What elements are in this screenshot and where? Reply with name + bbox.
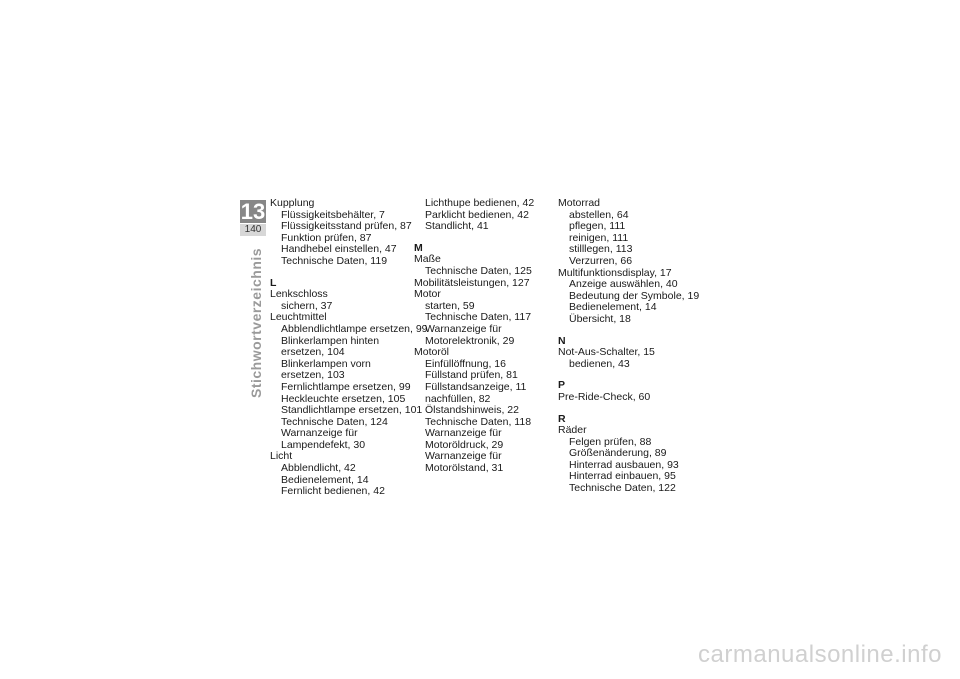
index-entry bbox=[558, 198, 698, 268]
index-subentry: abstellen, 64 bbox=[569, 208, 629, 221]
index-subentry: Funktion prüfen, 87 bbox=[281, 231, 372, 244]
letter-heading: R bbox=[558, 412, 566, 425]
index-entry bbox=[414, 254, 554, 277]
index-subentry: Lichthupe bedienen, 42 bbox=[425, 197, 535, 209]
index-subentry: bedienen, 43 bbox=[569, 357, 630, 370]
index-subentry: Größenänderung, 89 bbox=[569, 447, 667, 460]
index-entry-term: Multifunktionsdisplay, 17 bbox=[558, 266, 672, 279]
index-subentry: Bedeutung der Symbole, 19 bbox=[569, 289, 700, 302]
index-subentry: Lampendefekt, 30 bbox=[281, 438, 366, 451]
index-entry-term: Motoröl bbox=[414, 346, 450, 359]
index-subentry: Bedienelement, 14 bbox=[569, 301, 657, 314]
index-subentry: Motorölstand, 31 bbox=[425, 462, 504, 475]
index-column-2 bbox=[414, 198, 554, 475]
index-subentry: Abblendlicht, 42 bbox=[281, 462, 356, 475]
watermark: carmanualsonline.info bbox=[698, 641, 942, 668]
index-entry-term: Kupplung bbox=[270, 197, 315, 209]
index-entry bbox=[414, 347, 554, 475]
index-subentry: Bedienelement, 14 bbox=[281, 473, 369, 486]
index-subentry: Ölstandshinweis, 22 bbox=[425, 404, 519, 417]
letter-heading: L bbox=[270, 276, 277, 289]
index-column-3 bbox=[558, 198, 698, 495]
index-entry bbox=[558, 392, 698, 404]
index-subentry: Flüssigkeitsbehälter, 7 bbox=[281, 208, 385, 221]
letter-heading: P bbox=[558, 379, 566, 392]
index-subentry: Standlichtlampe ersetzen, 101 bbox=[281, 404, 423, 417]
index-subentry: Füllstandsanzeige, 11 bbox=[425, 380, 527, 393]
index-subentry: Übersicht, 18 bbox=[569, 312, 631, 325]
index-subentry: nachfüllen, 82 bbox=[425, 392, 491, 405]
index-subentry: Flüssigkeitsstand prüfen, 87 bbox=[281, 220, 412, 233]
index-subentry: Warnanzeige für bbox=[281, 427, 358, 440]
index-subentry: Füllstand prüfen, 81 bbox=[425, 369, 518, 382]
index-subentry: Warnanzeige für bbox=[425, 322, 502, 335]
index-subentry: Technische Daten, 118 bbox=[425, 415, 532, 428]
index-entry-term: Licht bbox=[270, 450, 293, 463]
index-subentry: Verzurren, 66 bbox=[569, 254, 633, 267]
page-number: 140 bbox=[240, 224, 266, 236]
index-entry-term: Motorrad bbox=[558, 197, 601, 209]
chapter-tab bbox=[240, 200, 266, 236]
index-subentry: Warnanzeige für bbox=[425, 427, 502, 440]
index-subentry: starten, 59 bbox=[425, 299, 475, 312]
index-subentry: Technische Daten, 122 bbox=[569, 482, 676, 495]
index-subentry: Fernlicht bedienen, 42 bbox=[281, 485, 385, 498]
index-subentry: Parklicht bedienen, 42 bbox=[425, 208, 529, 221]
index-subentry: ersetzen, 103 bbox=[281, 369, 345, 382]
index-subentry: stilllegen, 113 bbox=[569, 243, 633, 256]
index-entry bbox=[270, 289, 410, 312]
letter-heading: M bbox=[414, 241, 423, 254]
index-subentry: Standlicht, 41 bbox=[425, 220, 489, 233]
letter-heading: N bbox=[558, 334, 566, 347]
index-subentry: Fernlichtlampe ersetzen, 99 bbox=[281, 380, 411, 393]
index-subentry: Handhebel einstellen, 47 bbox=[281, 243, 397, 256]
index-subentry: Anzeige auswählen, 40 bbox=[569, 278, 678, 291]
index-subentry: Technische Daten, 125 bbox=[425, 264, 532, 277]
index-subentry: Abblendlichtlampe ersetzen, 99 bbox=[281, 322, 428, 335]
index-entry-term: Mobilitätsleistungen, 127 bbox=[414, 276, 530, 289]
chapter-number: 13 bbox=[240, 199, 266, 224]
index-subentry: Hinterrad einbauen, 95 bbox=[569, 470, 676, 483]
index-subentry: Einfüllöffnung, 16 bbox=[425, 357, 506, 370]
index-subentry: Blinkerlampen vorn bbox=[281, 357, 371, 370]
index-entry-term: Leuchtmittel bbox=[270, 311, 327, 324]
index-subentry: Felgen prüfen, 88 bbox=[569, 435, 652, 448]
index-entry bbox=[414, 198, 554, 233]
index-subentry: Hinterrad ausbauen, 93 bbox=[569, 458, 679, 471]
index-entry bbox=[558, 347, 698, 370]
index-subentry: pflegen, 111 bbox=[569, 220, 626, 233]
index-entry bbox=[558, 268, 698, 326]
index-subentry: Blinkerlampen hinten bbox=[281, 334, 380, 347]
index-subentry: Motoröldruck, 29 bbox=[425, 438, 504, 451]
index-subentry: sichern, 37 bbox=[281, 299, 333, 312]
index-entry bbox=[270, 451, 410, 497]
index-entry bbox=[270, 311, 428, 451]
index-subentry: Heckleuchte ersetzen, 105 bbox=[281, 392, 406, 405]
index-subentry: Technische Daten, 124 bbox=[281, 415, 388, 428]
index-subentry: reinigen, 111 bbox=[569, 231, 629, 244]
section-title: Stichwortverzeichnis bbox=[248, 247, 264, 398]
index-subentry: Warnanzeige für bbox=[425, 450, 502, 463]
index-subentry: Motorelektronik, 29 bbox=[425, 334, 515, 347]
index-subentry: ersetzen, 104 bbox=[281, 346, 345, 359]
index-subentry: Technische Daten, 119 bbox=[281, 254, 388, 267]
index-entry-term: Motor bbox=[414, 288, 441, 301]
index-entry-term: Maße bbox=[414, 253, 441, 266]
index-entry-term: Räder bbox=[558, 424, 587, 437]
index-entry-term: Pre-Ride-Check, 60 bbox=[558, 390, 651, 403]
index-entry bbox=[414, 289, 554, 347]
index-entry-term: Lenkschloss bbox=[270, 288, 328, 301]
index-entry-term: Not-Aus-Schalter, 15 bbox=[558, 346, 655, 359]
index-entry bbox=[270, 198, 410, 268]
index-entry bbox=[558, 425, 698, 495]
index-subentry: Technische Daten, 117 bbox=[425, 311, 532, 324]
